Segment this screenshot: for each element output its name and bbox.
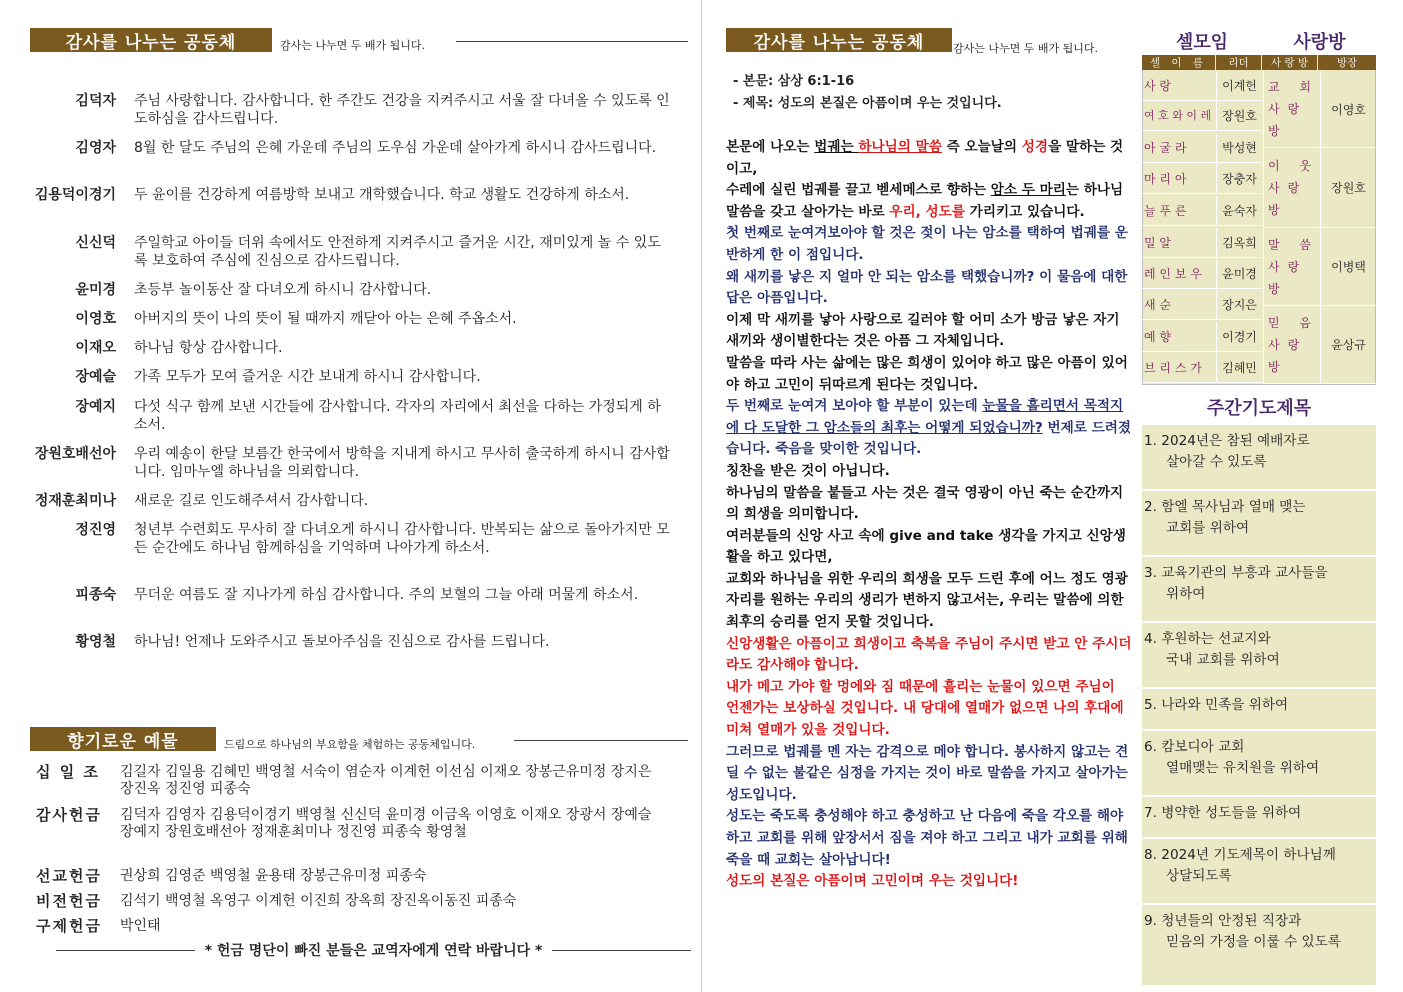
cell-table-header: 셀 이 름 리더 사 랑 방 방장 xyxy=(1142,55,1376,70)
offering-note: * 헌금 명단이 빠진 분들은 교역자에게 연락 바랍니다 * xyxy=(56,940,691,960)
sermon-passage: - 본문: 삼상 6:1-16 xyxy=(733,74,855,89)
prayer-title: 주간기도제목 xyxy=(1206,398,1312,419)
prayer-item: 8. 2024년 기도제목이 하나님께 상달되도록 xyxy=(1142,839,1376,905)
cell-title: 셀모임 xyxy=(1175,32,1229,53)
cell-row: 늘 푸 른 윤숙자 xyxy=(1142,196,1262,226)
prayer-item: 1. 2024년은 참된 예배자로 살아갈 수 있도록 xyxy=(1142,425,1376,491)
prayer-item: 2. 함엘 목사님과 열매 맺는 교회를 위하여 xyxy=(1142,491,1376,557)
thanks-item: 황영철 하나님! 언제나 도와주시고 돌보아주심을 진심으로 감사를 드립니다. xyxy=(75,634,550,650)
thanks-item: 김용덕이경기 두 윤이를 건강하게 여름방학 보내고 개학했습니다. 학교 생활도 건강하게 하소서. xyxy=(34,187,630,203)
offering-row-thanks: 감사헌금 김덕자 김영자 김용덕이경기 백영철 신신덕 윤미경 이금옥 이영호 이재오 장광서 장예슬 장예지 장원호배선아 정재훈최미나 정진영 피종숙 황영철 xyxy=(36,806,652,840)
cell-row: 새 순 장지은 xyxy=(1142,290,1262,320)
prayer-item: 6. 캄보디아 교회 열매맺는 유치원을 위하여 xyxy=(1142,731,1376,797)
cell-row: 레 인 보 우 윤미경 xyxy=(1142,259,1262,289)
sermon-section-subtitle: 감사는 나누면 두 배가 됩니다. xyxy=(953,42,1098,55)
offering-row-relief: 구제헌금 박인태 xyxy=(36,917,161,935)
cell-row: 여 호 와 이 레 장원호 xyxy=(1142,101,1262,131)
offering-header-rule xyxy=(514,740,688,741)
cell-row: 마 리 아 장충자 xyxy=(1142,164,1262,194)
cell-row: 예 향 이경기 xyxy=(1142,322,1262,352)
prayer-item: 5. 나라와 민족을 위하여 xyxy=(1142,689,1376,731)
sermon-body: 본문에 나오는 법궤는 하나님의 말씀 즉 오늘날의 성경을 말하는 것이고, 수레에 실린 법궤를 끌고 벧세메스로 향하는 암소 두 마리는 하나님 말씀을 갖고 살아가는 바로 우리, 성도를 가리키고 있습니다. 첫 번째로 눈여겨보아야 할 것은 젖이 나는 암소를 택하여 법궤를 운반하게 한 이 점입니다. 왜 새끼를 낳은 지 얼마 안 되는 암소를 택했습니까? 이 물음에 대한 답은 아픔입니다. 이제 막 새끼를 낳아 사랑으로 길러야 할 어미 소가 방금 낳은 자기 새끼와 생이별한다는 것은 아픔 그 자체입니다. 말씀을 따라 사는 삶에는 많은 희생이 있어야 하고 많은 아픔이 있어야 하고 고민이 뒤따르게 된다는 것입니다. 두 번째로 눈여겨 보아야 할 부분이 있는데 눈물을 흘리면서 목적지에 다 도달한 그 암소들의 최후는 어떻게 되었습니까? 번제로 드려졌습니다. 죽음을 맞이한 것입니다. 칭찬을 받은 것이 아닙니다. 하나님의 말씀을 붙들고 사는 것은 결국 영광이 아닌 죽는 순간까지의 희생을 의미합니다. 여러분들의 신앙 사고 속에 give and take 생각을 가지고 신앙생활을 하고 있다면, 교회와 하나님을 위한 우리의 희생을 모두 드린 후에 어느 정도 영광 자리를 원하는 우리의 생리가 변하지 않고서는, 우리는 말씀에 의한 최후의 승리를 얻지 못할 것입니다. 신앙생활은 아픔이고 희생이고 축복을 주님이 주시면 받고 안 주시더라도 감사해야 합니다. 내가 메고 가야 할 멍에와 짐 때문에 흘리는 눈물이 있으면 주님이 언젠가는 보상하실 것입니다. 내 당대에 열매가 없으면 나의 후대에 미쳐 열매가 있을 것입니다. 그러므로 법궤를 멘 자는 감격으로 메야 합니다. 봉사하지 않고는 견딜 수 없는 불같은 심정을 가지는 것이 바로 말씀을 가지고 살아가는 성도입니다. 성도는 죽도록 충성해야 하고 충성하고 난 다음에 죽을 각오를 해야 하고 교회를 위해 앞장서서 짐을 져야 하고 그리고 내가 교회를 위해 죽을 때 교회는 살아납니다! 성도의 본질은 아픔이며 고민이며 우는 것입니다! xyxy=(726,139,1132,890)
thanks-item: 피종숙 무더운 여름도 잘 지나가게 하심 감사합니다. 주의 보혈의 그늘 아래 머물게 하소서. xyxy=(75,587,639,603)
offering-section-title: 향기로운 예물 xyxy=(30,727,216,751)
prayer-item: 9. 청년들의 안정된 직장과 믿음의 가정을 이룰 수 있도록 xyxy=(1142,905,1376,987)
sermon-topic: - 제목: 성도의 본질은 아픔이며 우는 것입니다. xyxy=(733,96,1002,111)
love-room-title: 사랑방 xyxy=(1293,32,1346,53)
offering-row-tithe: 십 일 조 김길자 김일용 김혜민 백영철 서숙이 염순자 이계헌 이선심 이재오 장봉근유미정 장지은 장진옥 정진영 피종숙 xyxy=(36,763,652,797)
love-room-group: 이 웃 사랑방 장원호 xyxy=(1263,148,1376,228)
love-room-group: 교 회 사랑방 이영호 xyxy=(1263,71,1376,148)
thanks-item: 이재오 하나님 항상 감사합니다. xyxy=(75,340,283,356)
thanks-item: 이영호 아버지의 뜻이 나의 뜻이 될 때까지 깨닫아 아는 은혜 주옵소서. xyxy=(75,311,517,327)
thanks-section-title: 감사를 나누는 공동체 xyxy=(30,28,272,52)
prayer-item: 3. 교육기관의 부흥과 교사들을 위하여 xyxy=(1142,557,1376,623)
prayer-item: 7. 병약한 성도들을 위하여 xyxy=(1142,797,1376,839)
offering-row-vision: 비전헌금 김석기 백영철 옥영구 이계헌 이진희 장옥희 장진옥이동진 피종숙 xyxy=(36,892,517,910)
cell-row: 브 리 스 가 김혜민 xyxy=(1142,353,1262,383)
cell-row: 밀 알 김옥희 xyxy=(1142,228,1262,258)
thanks-item: 김영자 8월 한 달도 주님의 은혜 가운데 주님의 도우심 가운데 살아가게 하시니 감사드립니다. xyxy=(75,140,657,156)
thanks-item: 신신덕 주일학교 아이들 더위 속에서도 안전하게 지켜주시고 즐거운 시간, 재미있게 놀 수 있도록 보호하여 주심에 진심으로 감사드립니다. xyxy=(75,235,661,269)
thanks-item: 정진영 청년부 수련회도 무사히 잘 다녀오게 하시니 감사합니다. 반복되는 삶으로 돌아가지만 모든 순간에도 하나님 함께하심을 기억하며 나아가게 하소서. xyxy=(75,522,670,556)
offering-section-subtitle: 드림으로 하나님의 부요함을 체험하는 공동체입니다. xyxy=(224,738,476,751)
thanks-item: 윤미경 초등부 놀이동산 잘 다녀오게 하시니 감사합니다. xyxy=(75,282,432,298)
offering-row-mission: 선교헌금 권상희 김영준 백영철 윤용태 장봉근유미정 피종숙 xyxy=(36,867,427,885)
love-room-group: 말 씀 사랑방 이병택 xyxy=(1263,228,1376,306)
thanks-header-rule xyxy=(456,41,688,42)
thanks-item: 장원호배선아 우리 예송이 한달 보름간 한국에서 방학을 지내게 하시고 무사히 출국하게 하시니 감사합니다. 임마누엘 하나님을 의뢰합니다. xyxy=(34,446,670,480)
cell-row: 사 랑 이계헌 xyxy=(1142,71,1262,101)
sermon-section-title: 감사를 나누는 공동체 xyxy=(726,28,952,52)
thanks-item: 김덕자 주님 사랑합니다. 감사합니다. 한 주간도 건강을 지켜주시고 서울 잘 다녀올 수 있도록 인도하심을 감사드립니다. xyxy=(75,93,670,127)
page-divider xyxy=(701,0,702,992)
prayer-item: 4. 후원하는 선교지와 국내 교회를 위하여 xyxy=(1142,623,1376,689)
thanks-item: 장예지 다섯 식구 함께 보낸 시간들에 감사합니다. 각자의 자리에서 최선을 다하는 가정되게 하소서. xyxy=(75,399,661,433)
thanks-item: 장예슬 가족 모두가 모여 즐거운 시간 보내게 하시니 감사합니다. xyxy=(75,369,481,385)
thanks-section-subtitle: 감사는 나누면 두 배가 됩니다. xyxy=(280,39,425,52)
love-room-group: 믿 음 사랑방 윤상규 xyxy=(1263,306,1376,384)
cell-row: 아 굴 라 박성현 xyxy=(1142,133,1262,163)
thanks-item: 정재훈최미나 새로운 길로 인도해주셔서 감사합니다. xyxy=(34,493,369,509)
